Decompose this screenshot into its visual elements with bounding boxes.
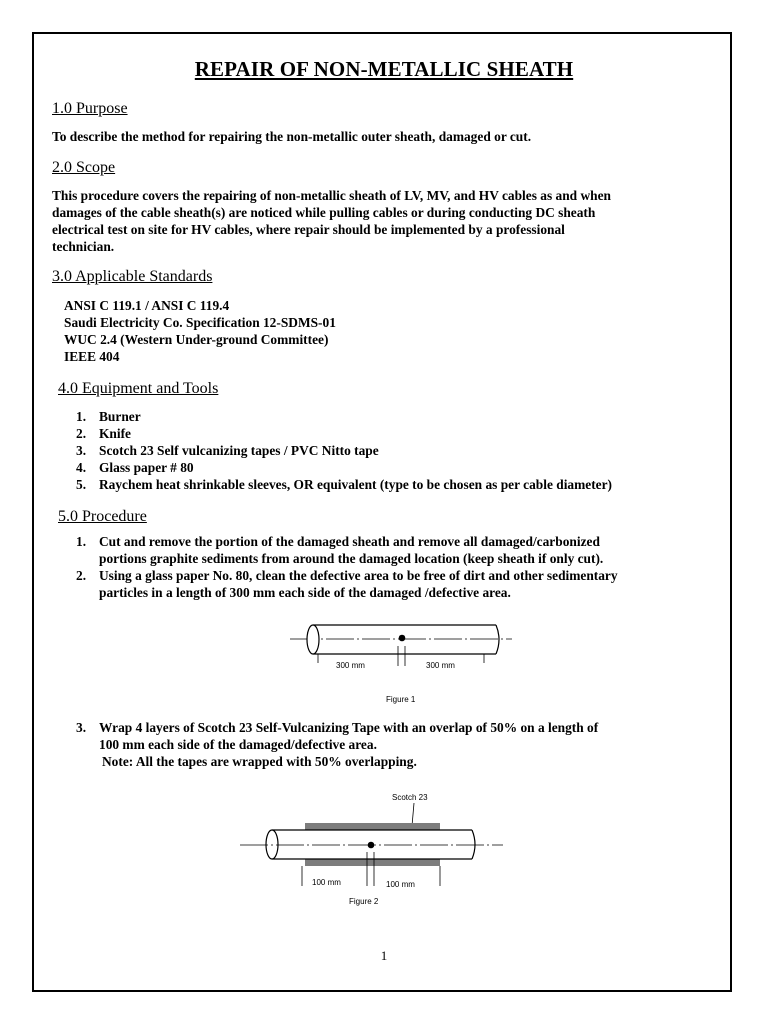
equipment-item: Burner (99, 409, 141, 424)
equipment-item: Knife (99, 426, 131, 441)
figure-2-tape-label: Scotch 23 (392, 793, 428, 802)
equipment-item: Glass paper # 80 (99, 460, 194, 475)
list-number: 3. (76, 443, 87, 458)
procedure-step-line: Using a glass paper No. 80, clean the defective area to be free of dirt and other sedimentary (99, 568, 618, 583)
procedure-step-line: Cut and remove the portion of the damaged sheath and remove all damaged/carbonized (99, 534, 600, 549)
scope-heading: 2.0 Scope (52, 159, 116, 176)
procedure-step-line: 100 mm each side of the damaged/defective area. (99, 737, 377, 752)
figure-1-right-dimension: 300 mm (426, 661, 455, 670)
equipment-heading: 4.0 Equipment and Tools (58, 380, 219, 397)
standard-item: Saudi Electricity Co. Specification 12-SDMS-01 (64, 315, 336, 330)
document-title: REPAIR OF NON-METALLIC SHEATH (194, 57, 574, 81)
purpose-heading: 1.0 Purpose (52, 100, 128, 117)
scope-line: technician. (52, 239, 115, 254)
standard-item: WUC 2.4 (Western Under-ground Committee) (64, 332, 329, 347)
list-number: 1. (76, 409, 87, 424)
procedure-note: Note: All the tapes are wrapped with 50% overlapping. (102, 754, 417, 769)
list-number: 5. (76, 477, 87, 492)
scope-line: electrical test on site for HV cables, where repair should be implemented by a professional (52, 222, 565, 237)
purpose-text: To describe the method for repairing the non-metallic outer sheath, damaged or cut. (52, 129, 532, 144)
list-number: 2. (76, 568, 87, 583)
list-number: 2. (76, 426, 87, 441)
scope-line: damages of the cable sheath(s) are noticed while pulling cables or during conducting DC sheath (52, 205, 596, 220)
list-number: 4. (76, 460, 87, 475)
standards-heading: 3.0 Applicable Standards (52, 268, 213, 285)
equipment-item: Raychem heat shrinkable sleeves, OR equivalent (type to be chosen as per cable diameter) (99, 477, 613, 492)
procedure-step-line: portions graphite sediments from around the damaged location (keep sheath if only cut). (99, 551, 604, 566)
list-number: 3. (76, 720, 87, 735)
figure-1-left-dimension: 300 mm (336, 661, 365, 670)
procedure-step-line: Wrap 4 layers of Scotch 23 Self-Vulcanizing Tape with an overlap of 50% on a length of (99, 720, 599, 735)
figure-2-left-dimension: 100 mm (312, 878, 341, 887)
figure-2-caption: Figure 2 (349, 897, 379, 906)
figure-2-right-dimension: 100 mm (386, 880, 415, 889)
procedure-heading: 5.0 Procedure (58, 508, 147, 525)
procedure-step-line: particles in a length of 300 mm each side of the damaged /defective area. (99, 585, 511, 600)
page-number: 1 (380, 948, 388, 963)
scope-line: This procedure covers the repairing of non-metallic sheath of LV, MV, and HV cables as and when (52, 188, 611, 203)
equipment-item: Scotch 23 Self vulcanizing tapes / PVC Nitto tape (99, 443, 379, 458)
standard-item: ANSI C 119.1 / ANSI C 119.4 (64, 298, 230, 313)
list-number: 1. (76, 534, 87, 549)
standard-item: IEEE 404 (64, 349, 120, 364)
figure-1-caption: Figure 1 (386, 695, 416, 704)
